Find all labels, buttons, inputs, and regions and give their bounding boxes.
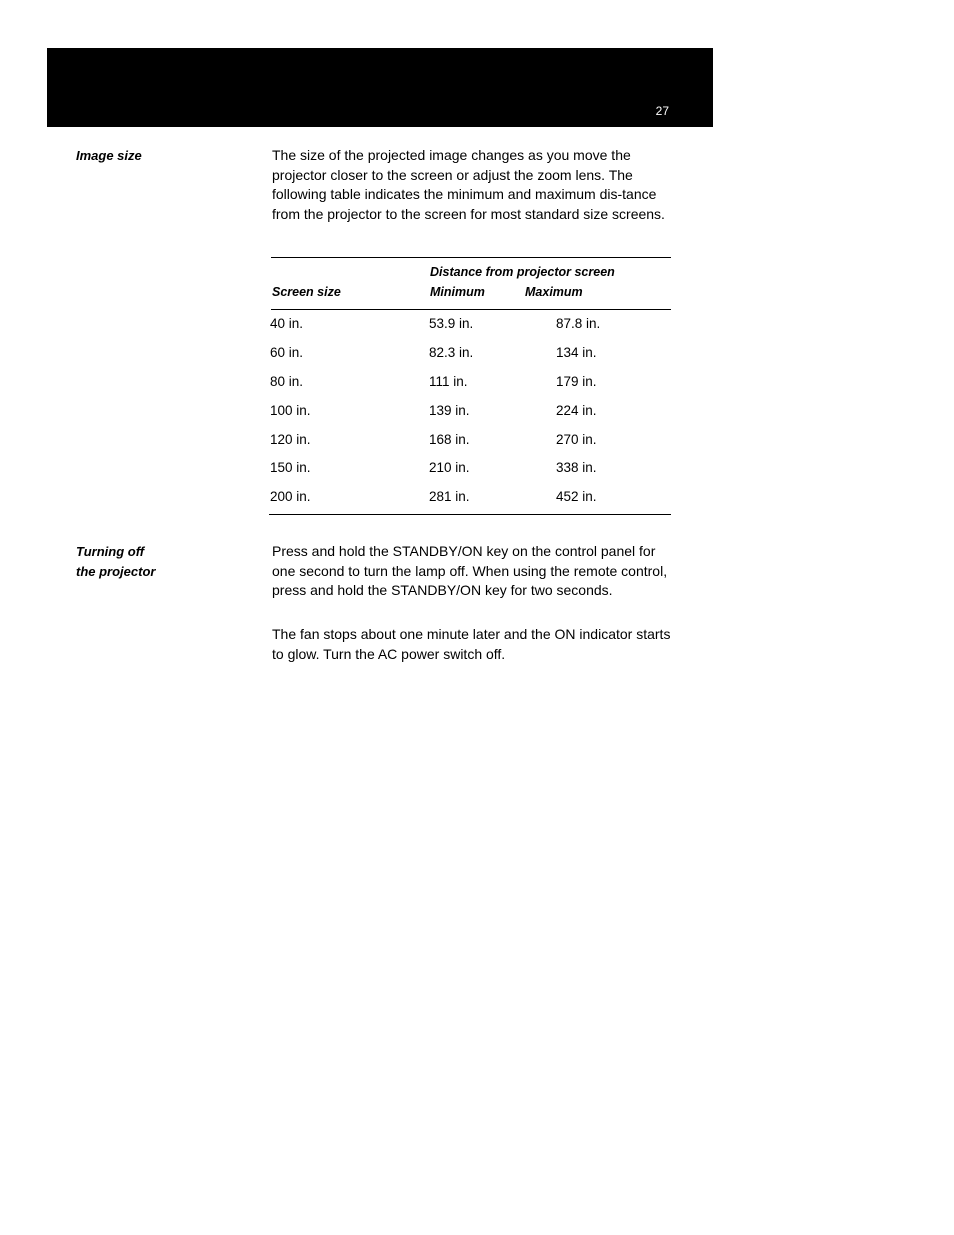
cell-minimum: 53.9 in. [429, 316, 474, 331]
cell-screen-size: 100 in. [270, 403, 311, 418]
cell-screen-size: 40 in. [270, 316, 304, 331]
cell-maximum: 134 in. [556, 345, 597, 360]
cell-maximum: 224 in. [556, 403, 597, 418]
cell-minimum: 281 in. [429, 489, 470, 504]
column-header-screen-size: Screen size [272, 285, 341, 299]
turning-off-paragraph-2: The fan stops about one minute later and the ON indicator starts to glow. Turn the AC power switch off. [272, 626, 671, 662]
turning-off-heading [76, 542, 155, 581]
cell-minimum: 210 in. [429, 460, 470, 475]
cell-minimum: 82.3 in. [429, 345, 474, 360]
turning-off-heading-line2: the projector [76, 563, 156, 579]
cell-screen-size: 150 in. [270, 460, 311, 475]
turning-off-paragraph-1: Press and hold the STANDBY/ON key on the control panel for one second to turn the lamp off. When using the remote control, press and hold the STANDBY/ON key for two seconds. [272, 543, 668, 598]
image-size-heading: Image size [76, 148, 142, 163]
cell-minimum: 139 in. [429, 403, 470, 418]
turning-off-heading-line1: Turning off [76, 544, 145, 559]
column-header-maximum: Maximum [525, 285, 583, 299]
table-header-rule [271, 309, 671, 310]
table-top-rule [271, 257, 671, 258]
table-bottom-rule [269, 514, 671, 515]
table-group-header: Distance from projector screen [430, 265, 615, 279]
cell-screen-size: 60 in. [270, 345, 304, 360]
image-size-paragraph: The size of the projected image changes as you move the projector closer to the screen or adjust the zoom lens. The following table indicates the minimum and maximum dis-tance from the projector to the screen for most standard size screens. [272, 147, 665, 222]
cell-screen-size: 120 in. [270, 432, 311, 447]
cell-screen-size: 80 in. [270, 374, 304, 389]
cell-maximum: 452 in. [556, 489, 597, 504]
cell-screen-size: 200 in. [270, 489, 311, 504]
cell-maximum: 270 in. [556, 432, 597, 447]
cell-maximum: 338 in. [556, 460, 597, 475]
column-header-minimum: Minimum [430, 285, 485, 299]
cell-minimum: 168 in. [429, 432, 470, 447]
cell-maximum: 87.8 in. [556, 316, 601, 331]
header-bar [47, 48, 713, 127]
cell-minimum: 111 in. [429, 374, 468, 389]
page-number: 27 [655, 104, 669, 118]
cell-maximum: 179 in. [556, 374, 597, 389]
